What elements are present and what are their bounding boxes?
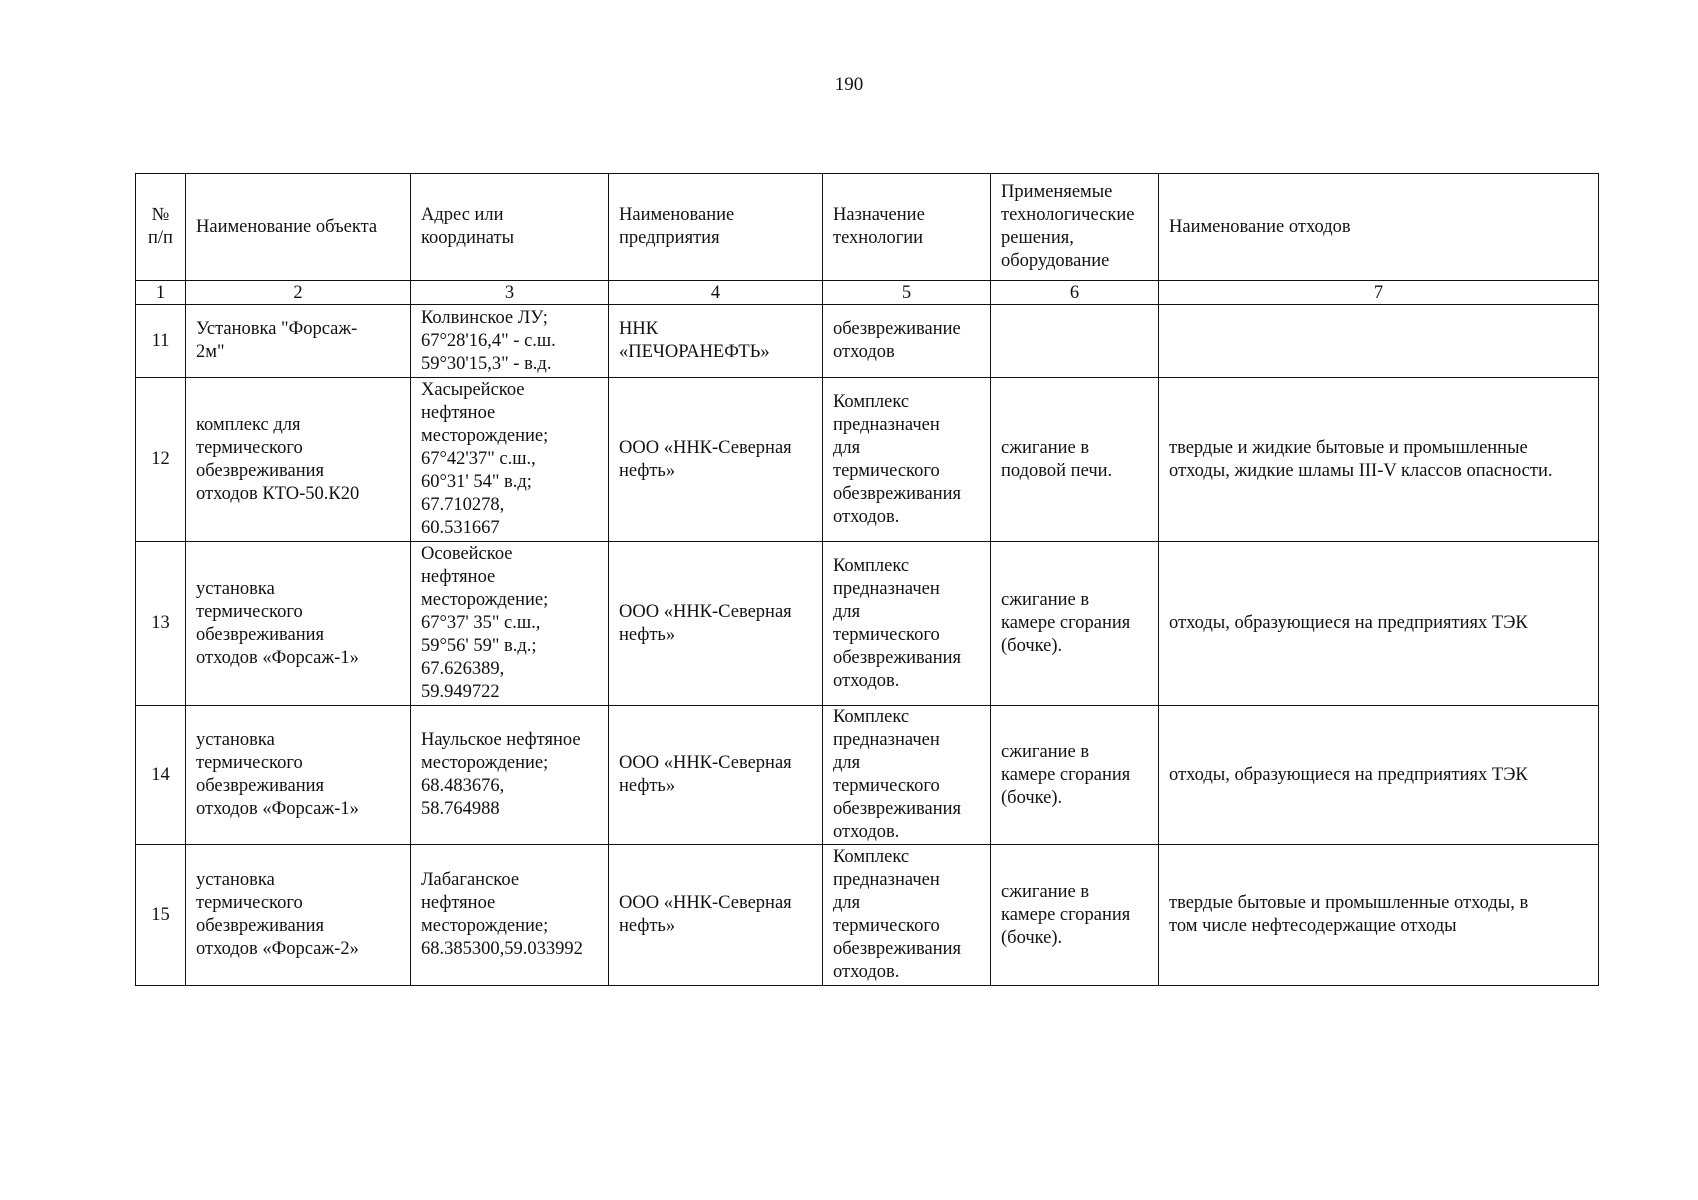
cell-company: ООО «ННК-Северная нефть» bbox=[609, 542, 823, 706]
table-row bbox=[136, 845, 1599, 986]
cell-waste: отходы, образующиеся на предприятиях ТЭК bbox=[1159, 542, 1599, 706]
table-row bbox=[136, 305, 1599, 378]
cell-address: Осовейское нефтяное месторождение; 67°37' 35" с.ш., 59°56' 59" в.д.; 67.626389, 59.949722 bbox=[411, 542, 609, 706]
column-number-row bbox=[136, 281, 1599, 305]
column-number: 2 bbox=[186, 281, 411, 305]
table-row bbox=[136, 706, 1599, 845]
header-num: № п/п bbox=[136, 174, 186, 281]
cell-waste bbox=[1159, 305, 1599, 378]
cell-object: установка термического обезвреживания отходов «Форсаж-1» bbox=[186, 706, 411, 845]
table-row bbox=[136, 542, 1599, 706]
cell-company: ННК «ПЕЧОРАНЕФТЬ» bbox=[609, 305, 823, 378]
cell-address: Лабаганское нефтяное месторождение; 68.385300,59.033992 bbox=[411, 845, 609, 986]
cell-num: 13 bbox=[136, 542, 186, 706]
cell-purpose: Комплекс предназначен для термического обезвреживания отходов. bbox=[823, 845, 991, 986]
column-number: 6 bbox=[991, 281, 1159, 305]
cell-object: установка термического обезвреживания отходов «Форсаж-1» bbox=[186, 542, 411, 706]
cell-waste: твердые бытовые и промышленные отходы, в том числе нефтесодержащие отходы bbox=[1159, 845, 1599, 986]
cell-company: ООО «ННК-Северная нефть» bbox=[609, 706, 823, 845]
cell-company: ООО «ННК-Северная нефть» bbox=[609, 378, 823, 542]
cell-address: Колвинское ЛУ; 67°28'16,4" - с.ш. 59°30'15,3" - в.д. bbox=[411, 305, 609, 378]
cell-company: ООО «ННК-Северная нефть» bbox=[609, 845, 823, 986]
cell-num: 11 bbox=[136, 305, 186, 378]
cell-waste: отходы, образующиеся на предприятиях ТЭК bbox=[1159, 706, 1599, 845]
cell-purpose: обезвреживание отходов bbox=[823, 305, 991, 378]
cell-solution: сжигание в камере сгорания (бочке). bbox=[991, 845, 1159, 986]
table-row bbox=[136, 378, 1599, 542]
header-company: Наименование предприятия bbox=[609, 174, 823, 281]
cell-num: 14 bbox=[136, 706, 186, 845]
header-waste: Наименование отходов bbox=[1159, 174, 1599, 281]
header-purpose: Назначение технологии bbox=[823, 174, 991, 281]
cell-solution: сжигание в камере сгорания (бочке). bbox=[991, 706, 1159, 845]
cell-purpose: Комплекс предназначен для термического обезвреживания отходов. bbox=[823, 706, 991, 845]
cell-object: установка термического обезвреживания отходов «Форсаж-2» bbox=[186, 845, 411, 986]
cell-solution: сжигание в подовой печи. bbox=[991, 378, 1159, 542]
cell-object: комплекс для термического обезвреживания отходов КТО-50.К20 bbox=[186, 378, 411, 542]
column-number: 1 bbox=[136, 281, 186, 305]
column-number: 5 bbox=[823, 281, 991, 305]
cell-purpose: Комплекс предназначен для термического обезвреживания отходов. bbox=[823, 378, 991, 542]
cell-solution: сжигание в камере сгорания (бочке). bbox=[991, 542, 1159, 706]
page-number: 190 bbox=[834, 74, 864, 95]
table-header-row bbox=[136, 174, 1599, 281]
cell-object: Установка "Форсаж- 2м" bbox=[186, 305, 411, 378]
column-number: 4 bbox=[609, 281, 823, 305]
cell-num: 12 bbox=[136, 378, 186, 542]
cell-purpose: Комплекс предназначен для термического обезвреживания отходов. bbox=[823, 542, 991, 706]
cell-waste: твердые и жидкие бытовые и промышленные отходы, жидкие шламы III-V классов опасности. bbox=[1159, 378, 1599, 542]
cell-address: Хасырейское нефтяное месторождение; 67°42'37" с.ш., 60°31' 54" в.д; 67.710278, 60.531667 bbox=[411, 378, 609, 542]
column-number: 7 bbox=[1159, 281, 1599, 305]
header-solution: Применяемые технологические решения, оборудование bbox=[991, 174, 1159, 281]
header-object: Наименование объекта bbox=[186, 174, 411, 281]
header-address: Адрес или координаты bbox=[411, 174, 609, 281]
waste-facilities-table bbox=[135, 173, 1599, 986]
cell-num: 15 bbox=[136, 845, 186, 986]
column-number: 3 bbox=[411, 281, 609, 305]
cell-solution bbox=[991, 305, 1159, 378]
cell-address: Наульское нефтяное месторождение; 68.483676, 58.764988 bbox=[411, 706, 609, 845]
